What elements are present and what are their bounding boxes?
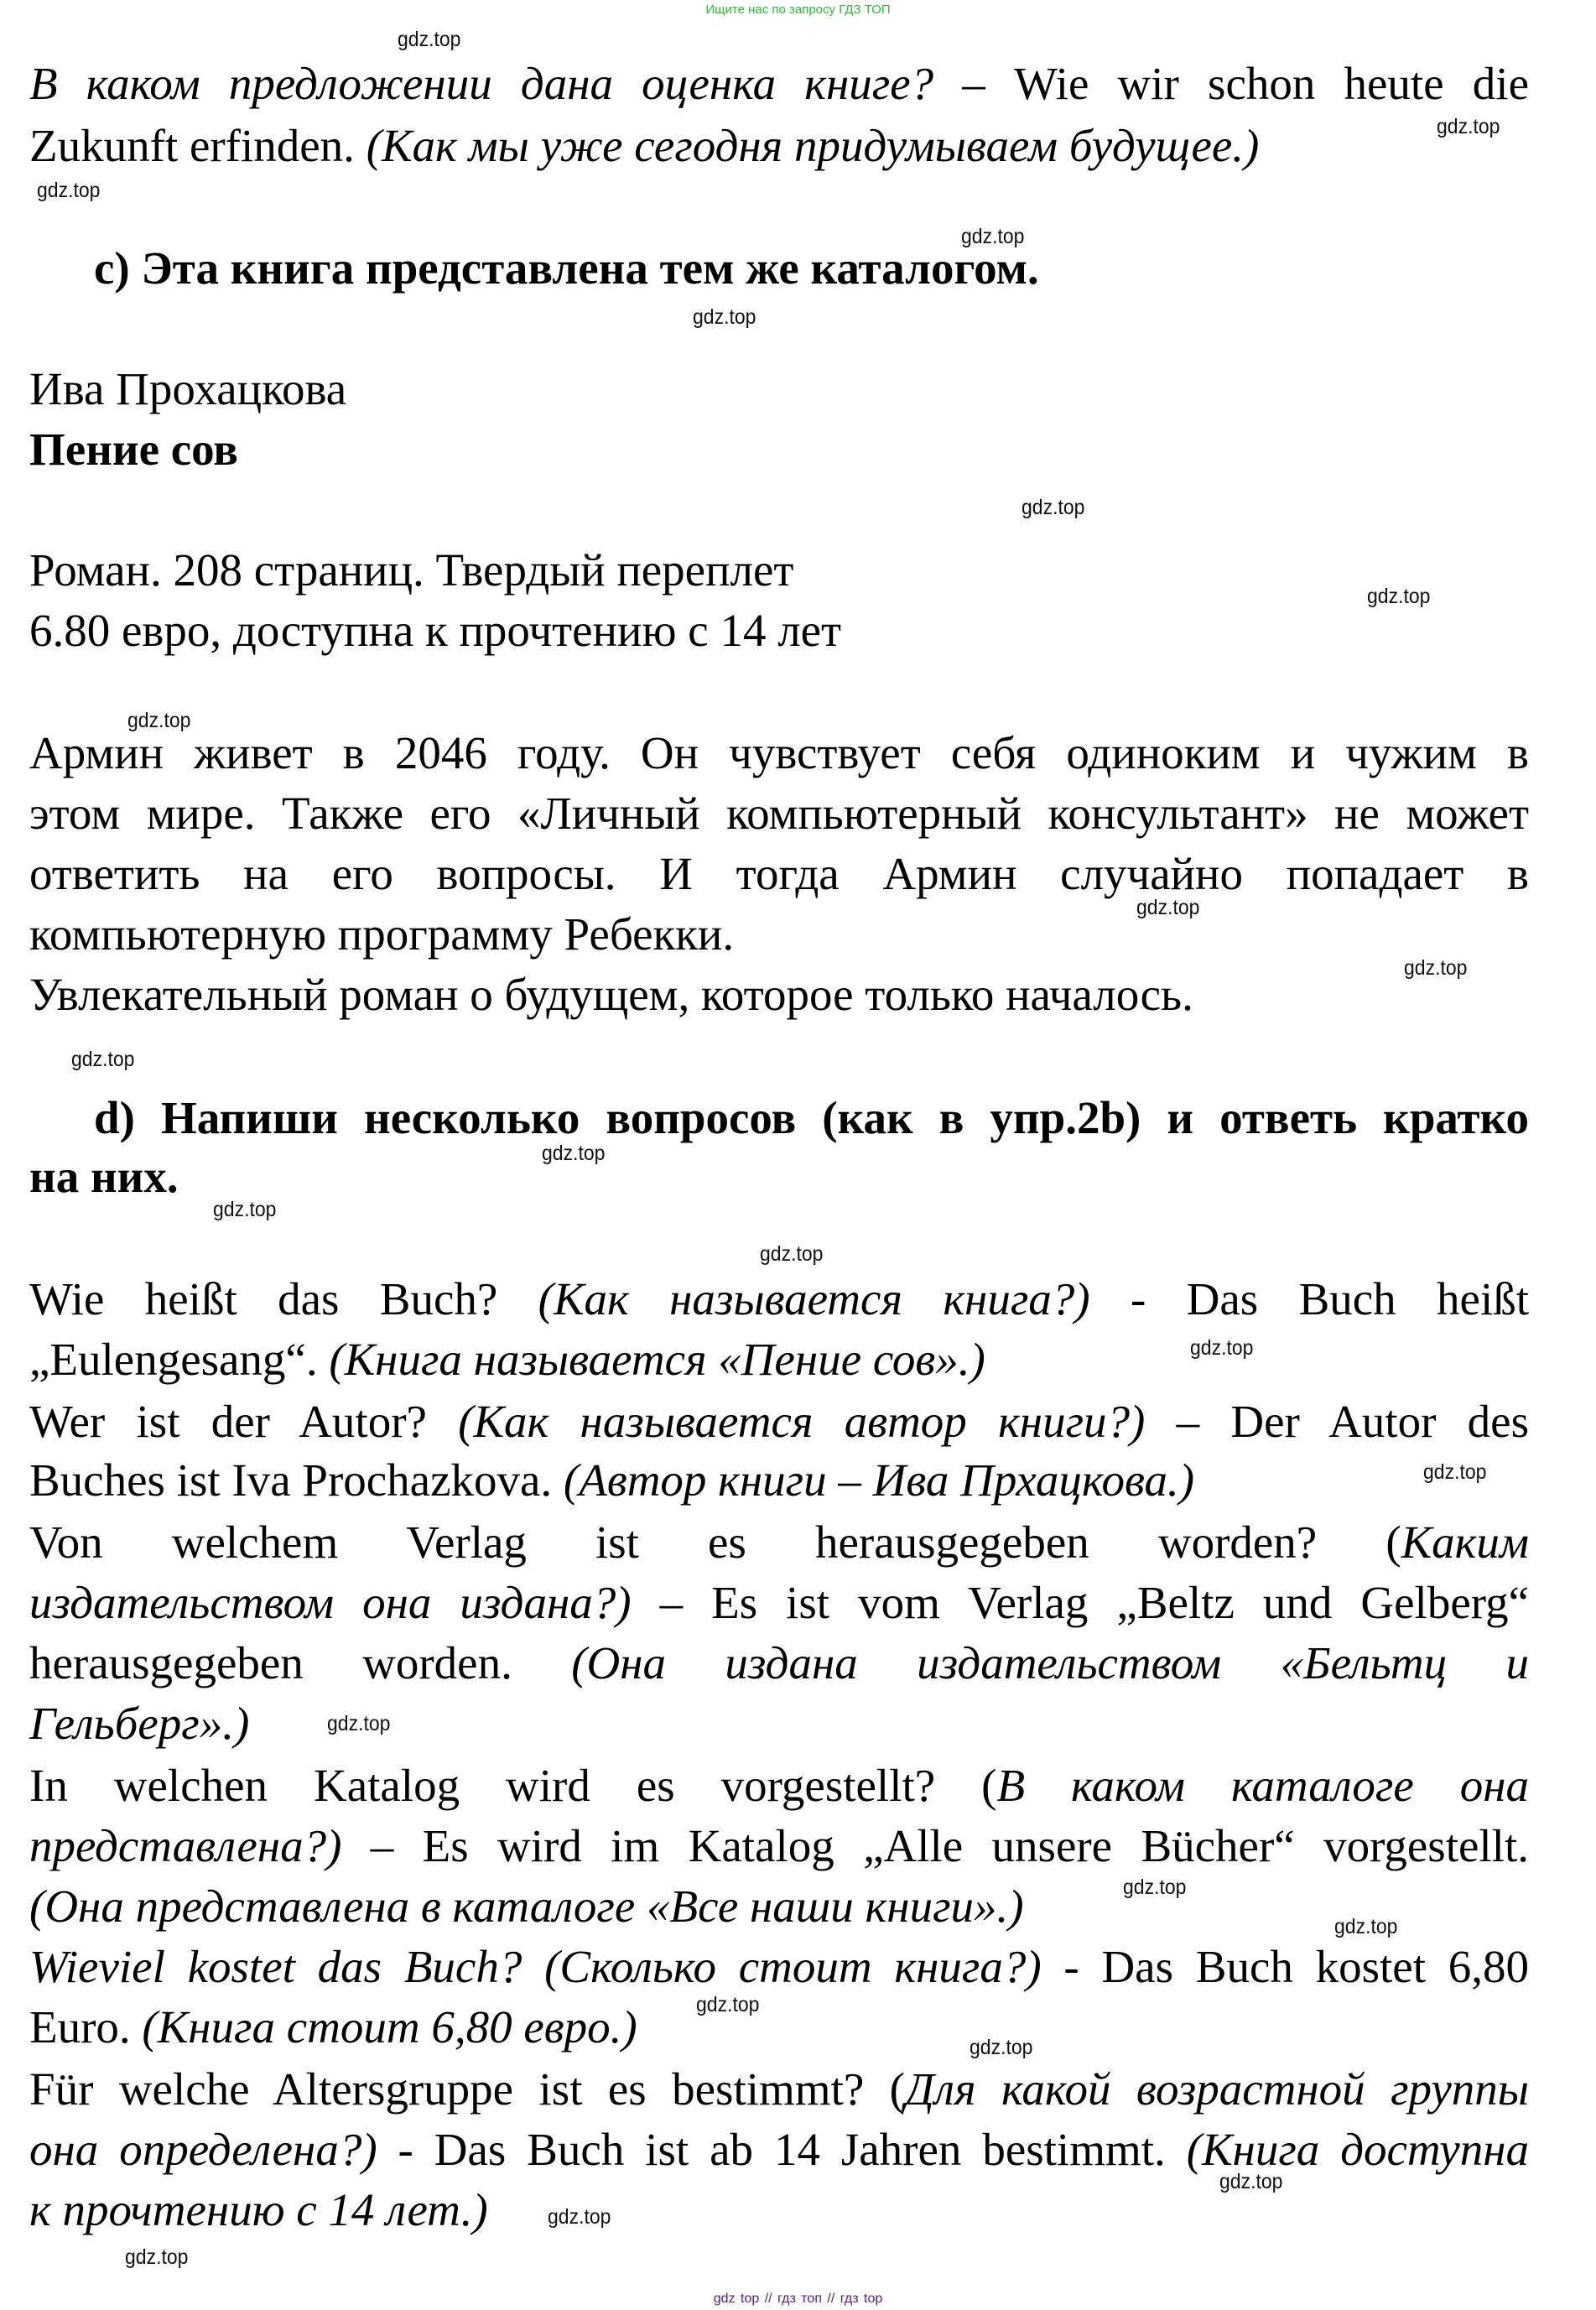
qa-line: Buches ist Iva Prochazkova. (Автор книги – Ива Прхацкова.)	[29, 1454, 1195, 1506]
qa-line: (Она представлена в каталоге «Все наши книги».)	[29, 1881, 1024, 1932]
watermark: gdz.top	[1367, 585, 1431, 608]
qa-line: представлена?) – Es wird im Katalog „Alle unsere Bücher“ vorgestellt.	[29, 1820, 1529, 1871]
watermark: gdz.top	[1423, 1460, 1487, 1484]
watermark: gdz.top	[760, 1242, 824, 1266]
qa-line: Für welche Altersgruppe ist es bestimmt? (Для какой возрастной группы	[29, 2063, 1529, 2115]
qa-line: к прочтению с 14 лет.)	[29, 2184, 488, 2235]
question-ru: В каком предложении дана оценка книге?	[29, 58, 934, 109]
watermark: gdz.top	[1022, 496, 1085, 519]
section-d-heading: d) Напиши несколько вопросов (как в упр.2b) и ответь кратко	[94, 1092, 1529, 1143]
watermark: gdz.top	[125, 2245, 189, 2269]
book-author: Ива Прохацкова	[29, 363, 347, 414]
description-line: Увлекательный роман о будущем, которое только началось.	[29, 969, 1193, 1020]
watermark: gdz.top	[1334, 1915, 1398, 1938]
answer-ru: (Как мы уже сегодня придумываем будущее.)	[366, 120, 1260, 171]
watermark: gdz.top	[696, 1993, 760, 2016]
search-banner[interactable]: Ищите нас по запросу ГДЗ ТОП	[705, 3, 891, 17]
qa-line: Wieviel kostet das Buch? (Сколько стоит книга?) - Das Buch kostet 6,80	[29, 1941, 1529, 1992]
qa-line: herausgegeben worden. (Она издана издательством «Бельтц и	[29, 1637, 1529, 1688]
watermark: gdz.top	[693, 305, 756, 329]
watermark: gdz.top	[1219, 2170, 1283, 2193]
qa-line: In welchen Katalog wird es vorgestellt? (В каком каталоге она	[29, 1760, 1530, 1811]
text-line: В каком предложении дана оценка книге? – Wie wir schon heute die	[29, 58, 1529, 109]
watermark: gdz.top	[1404, 956, 1468, 980]
qa-line: Von welchem Verlag ist es herausgegeben worden? (Каким	[29, 1517, 1529, 1568]
watermark: gdz.top	[327, 1712, 391, 1735]
watermark: gdz.top	[398, 28, 461, 51]
qa-line: она определена?) - Das Buch ist ab 14 Jahren bestimmt. (Книга доступна	[29, 2124, 1529, 2175]
watermark: gdz.top	[1136, 896, 1200, 919]
qa-line: издательством она издана?) – Es ist vom Verlag „Beltz und Gelberg“	[29, 1577, 1529, 1628]
watermark: gdz.top	[961, 225, 1025, 248]
book-title: Пение сов	[29, 424, 238, 475]
watermark: gdz.top	[213, 1198, 277, 1221]
description-line: компьютерную программу Ребекки.	[29, 908, 735, 960]
description-line: ответить на его вопросы. И тогда Армин случайно попадает в	[29, 848, 1529, 899]
section-c-heading: c) Эта книга представлена тем же каталогом.	[94, 242, 1039, 294]
watermark: gdz.top	[1437, 115, 1500, 138]
watermark: gdz.top	[127, 709, 191, 732]
qa-line: Гельберг».)	[29, 1698, 250, 1749]
watermark: gdz.top	[542, 1142, 606, 1165]
qa-line: Wie heißt das Buch? (Как называется книга?) - Das Buch heißt	[29, 1273, 1530, 1324]
description-line: этом мире. Также его «Личный компьютерный консультант» не может	[29, 788, 1529, 839]
text-line: Zukunft erfinden. (Как мы уже сегодня придумываем будущее.)	[29, 120, 1260, 171]
qa-line: Wer ist der Autor? (Как называется автор книги?) – Der Autor des	[29, 1396, 1529, 1447]
watermark: gdz.top	[71, 1048, 135, 1071]
watermark: gdz.top	[37, 179, 101, 202]
section-d-heading-cont: на них.	[29, 1151, 179, 1202]
qa-line: „Eulengesang“. (Книга называется «Пение сов».)	[29, 1334, 985, 1385]
qa-line: Euro. (Книга стоит 6,80 евро.)	[29, 2001, 637, 2052]
watermark: gdz.top	[548, 2205, 611, 2229]
book-details: Роман. 208 страниц. Твердый переплет	[29, 544, 794, 596]
answer-de: Wie wir schon heute die	[1013, 58, 1529, 109]
description-line: Армин живет в 2046 году. Он чувствует себя одиноким и чужим в	[29, 727, 1529, 778]
book-price-age: 6.80 евро, доступна к прочтению с 14 лет	[29, 605, 842, 656]
watermark: gdz.top	[1190, 1336, 1254, 1360]
footer-links[interactable]: gdz top // гдз топ // гдз top	[713, 2292, 883, 2306]
watermark: gdz.top	[1123, 1876, 1187, 1899]
watermark: gdz.top	[970, 2036, 1033, 2059]
